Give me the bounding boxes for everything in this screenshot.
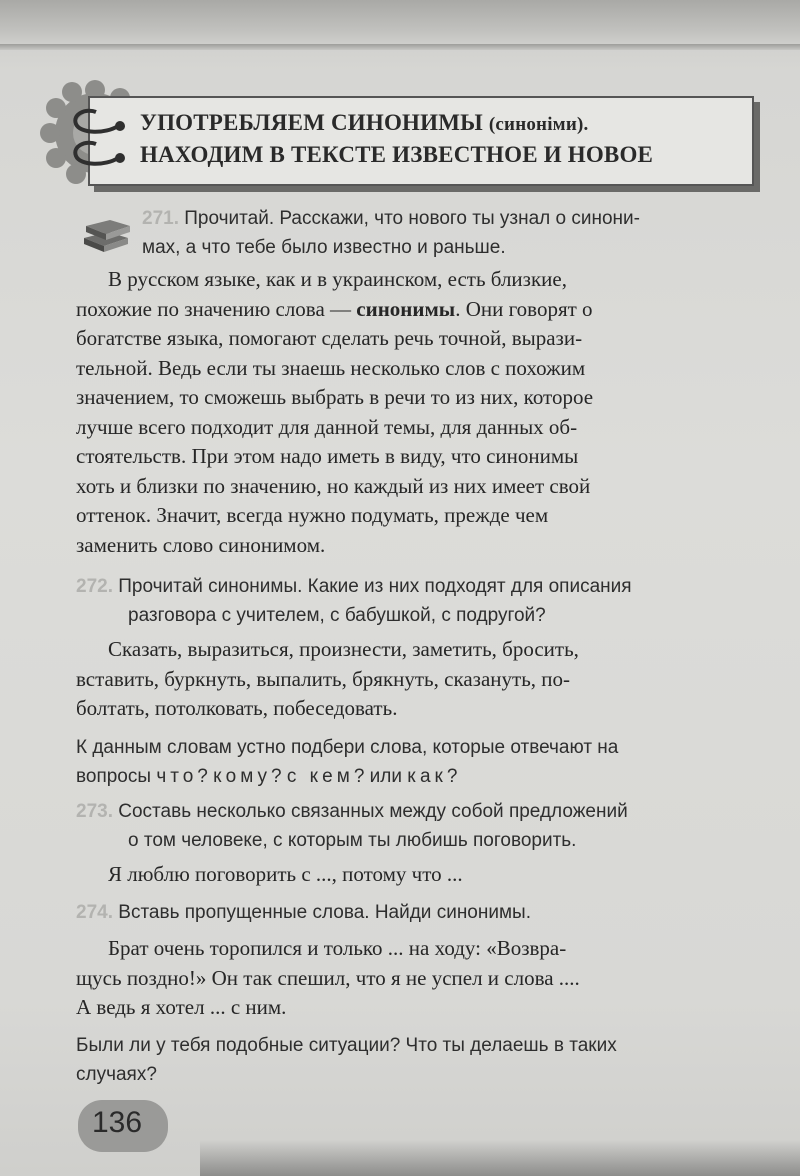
term-bold: синонимы [356,296,456,321]
section-title-line-2: НАХОДИМ В ТЕКСТЕ ИЗВЕСТНОЕ И НОВОЕ [140,142,654,167]
page-number: 136 [92,1106,143,1139]
rule-line: похожие по значению слова — синонимы. Они говорят о [76,296,593,321]
task-text: Составь несколько связанных между собой предложений [118,801,628,822]
rule-line: В русском языке, как и в украинском, есть близкие, [108,267,567,291]
rule-line: стоятельств. При этом надо иметь в виду, что синонимы [76,444,579,468]
rule-line: тельной. Ведь если ты знаешь несколько слов с похожим [76,355,586,380]
synonym-words [108,635,579,665]
task-text: о том человеке, с которым ты любишь поговорить. [128,830,577,851]
books-icon [78,208,134,252]
task-text: Прочитай. Расскажи, что нового ты узнал о синони- [184,208,640,229]
task-number: 274. [76,902,113,923]
task-273 [76,797,628,855]
text-line: Брат очень торопился и только ... на ходу: «Возвра- [108,936,567,960]
rule-paragraph [108,265,567,295]
task-text: Прочитай синонимы. Какие из них подходят для описания [118,576,632,597]
spiral-clip-icon [68,138,128,174]
task-text: К данным словам устно подбери слова, которые отвечают на [76,737,619,758]
words-line: болтать, потолковать, побеседовать. [76,696,398,720]
task-text: вопросы что? кому? с кем? или как? [76,766,458,787]
text-line: щусь поздно!» Он так спешил, что я не успел и слова .... [76,965,580,990]
rule-line: оттенок. Значит, всегда нужно подумать, прежде чем [76,503,549,527]
page-top-edge [0,0,800,45]
task-274-text-cont [76,964,580,1023]
task-number: 272. [76,576,113,597]
rule-paragraph-body [76,295,593,561]
synonym-words-cont [76,665,570,724]
rule-line: значением, то сможешь выбрать в речи то из них, которое [76,385,594,409]
spiral-clip-icon [68,104,128,140]
task-text: мах, а что тебе было известно и раньше. [142,237,506,258]
task-273-example: Я люблю поговорить с ..., потому что ... [108,862,463,886]
rule-line: заменить слово синонимом. [76,532,326,557]
task-274 [76,898,531,927]
text-line: А ведь я хотел ... с ним. [76,995,287,1019]
section-title-box [88,96,754,186]
task-272 [76,572,632,630]
section-title-line-1 [140,110,588,136]
rule-line: лучше всего подходит для данной темы, для данных об- [76,414,578,439]
rule-line: богатстве языка, помогают сделать речь точной, вырази- [76,326,583,350]
page-number-badge [78,1100,168,1152]
rule-line: хоть и близки по значению, но каждый из них имеет свой [76,473,591,498]
task-number: 273. [76,801,113,822]
task-text: Вставь пропущенные слова. Найди синонимы. [118,902,531,923]
task-271 [142,204,640,262]
task-274-text [108,934,566,964]
task-text: Были ли у тебя подобные ситуации? Что ты делаешь в таких [76,1035,617,1056]
task-272-extra [76,733,618,791]
task-number: 271. [142,208,179,229]
title-main-text: УПОТРЕБЛЯЕМ СИНОНИМЫ [140,110,483,135]
task-text: случаях? [76,1064,157,1085]
task-text: разговора с учителем, с бабушкой, с подругой? [128,605,546,626]
words-line: Сказать, выразиться, произнести, заметить, бросить, [108,637,579,661]
page-top-line [0,44,800,50]
page-bottom-shadow [200,1140,800,1176]
task-274-question [76,1031,617,1089]
words-line: вставить, буркнуть, выпалить, брякнуть, сказануть, по- [76,666,571,691]
title-sub-text: (синоніми). [488,114,589,135]
